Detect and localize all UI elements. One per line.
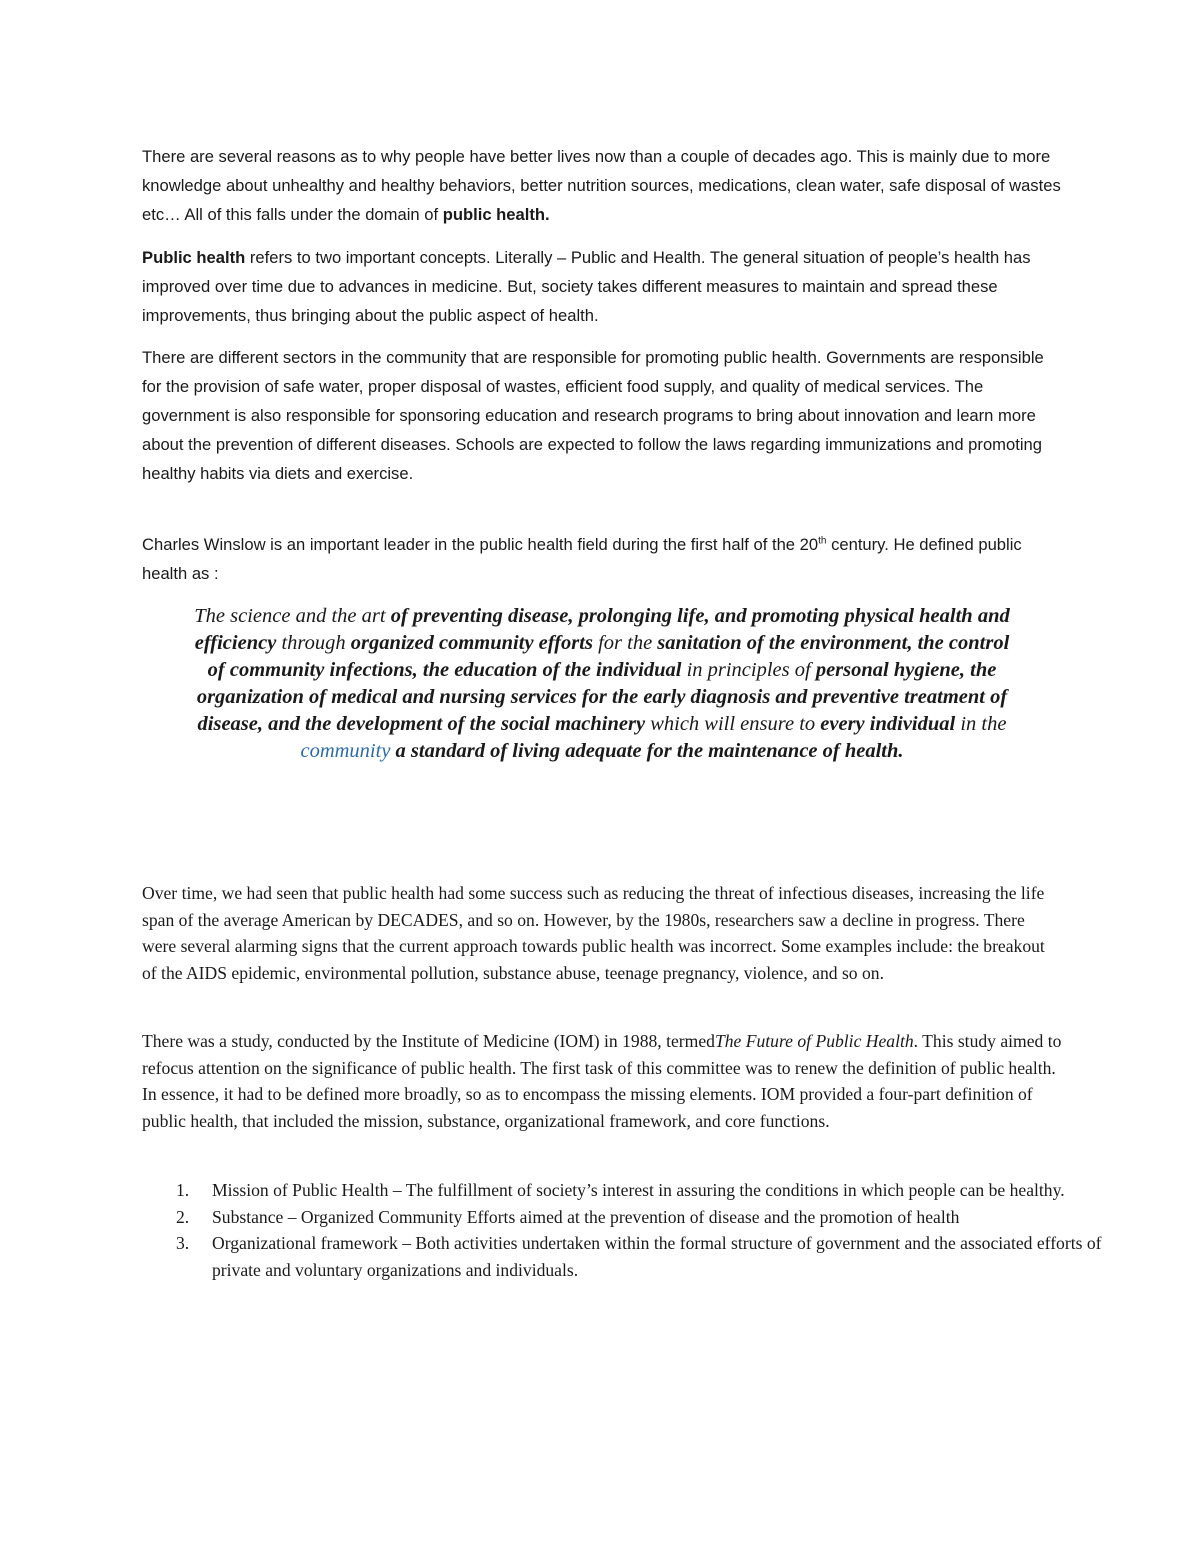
winslow-definition-quote: [192, 603, 1012, 765]
intro-bold-term: public health.: [442, 205, 550, 224]
quote-seg-6: in the: [955, 713, 1007, 735]
public-health-paragraph: [142, 243, 1062, 330]
quote-seg-5: which will ensure to: [645, 713, 821, 735]
winslow-paragraph: [142, 530, 1062, 588]
intro-paragraph: [142, 142, 1062, 229]
list-item-number: 2.: [176, 1206, 190, 1227]
quote-seg-2: through: [276, 632, 351, 654]
winslow-superscript: th: [818, 535, 827, 547]
list-item: [176, 1204, 1132, 1231]
public-health-bold-term: Public health: [142, 248, 246, 267]
iom-definition-list: [142, 1177, 1132, 1283]
quote-bold-3: sanitation of the environment, the control of community infections, the education of the individual: [207, 632, 1010, 681]
winslow-text-after: century. He defined public health as :: [142, 535, 1022, 583]
iom-study-paragraph: [142, 1028, 1062, 1134]
list-item-text: Mission of Public Health – The fulfillment of society’s interest in assuring the conditions in which people can be healthy.: [212, 1180, 1065, 1200]
list-item-text: Substance – Organized Community Efforts aimed at the prevention of disease and the promotion of health: [212, 1206, 960, 1227]
list-item: [176, 1177, 1132, 1204]
list-item: [176, 1230, 1132, 1283]
quote-bold-6: a standard of living adequate for the maintenance of health.: [390, 740, 904, 762]
quote-seg-3: for the: [592, 632, 658, 654]
iom-text-after: . This study aimed to refocus attention on the significance of public health. The first task of this committee was to renew the definition of public health. In essence, it had to be defined more broadly, so as to encompass the missing elements. IOM provided a four-part definition of public health, that included the mission, substance, organizational framework, and core functions.: [142, 1031, 1062, 1131]
quote-bold-1: of preventing disease, prolonging life, and promoting physical health and efficiency: [194, 605, 1010, 654]
list-item-text: Organizational framework – Both activities undertaken within the formal structure of government and the associated efforts of private and voluntary organizations and individuals.: [212, 1233, 1102, 1280]
quote-bold-4: personal hygiene, the organization of medical and nursing services for the early diagnosis and preventive treatment of disease, and the development of the social machinery: [196, 659, 1008, 735]
winslow-text-before: Charles Winslow is an important leader in the public health field during the first half of the 20: [142, 535, 819, 554]
quote-bold-5: every individual: [820, 713, 956, 735]
community-link[interactable]: community: [300, 740, 391, 762]
iom-study-title: The Future of Public Health: [714, 1031, 914, 1051]
public-health-text: refers to two important concepts. Literally – Public and Health. The general situation of people’s health has improved over time due to advances in medicine. But, society takes different measures to maintain and spread these improvements, thus bringing about the public aspect of health.: [142, 248, 1031, 325]
intro-text: There are several reasons as to why people have better lives now than a couple of decades ago. This is mainly due to more knowledge about unhealthy and healthy behaviors, better nutrition sources, medications, clean water, safe disposal of wastes etc… All of this falls under the domain of: [142, 147, 1061, 224]
sectors-text: There are different sectors in the community that are responsible for promoting public health. Governments are responsible for the provision of safe water, proper disposal of wastes, efficient food supply, and quality of medical services. The government is also responsible for sponsoring education and research programs to bring about innovation and learn more about the prevention of different diseases. Schools are expected to follow the laws regarding immunizations and promoting healthy habits via diets and exercise.: [142, 348, 1044, 483]
list-item-number: 3.: [176, 1233, 190, 1253]
iom-text-before: There was a study, conducted by the Institute of Medicine (IOM) in 1988, termed: [142, 1031, 715, 1051]
quote-bold-2: organized community efforts: [350, 632, 593, 654]
quote-seg-1: The science and the art: [194, 605, 391, 627]
over-time-paragraph: [142, 880, 1062, 986]
list-item-number: 1.: [176, 1180, 190, 1200]
over-time-text: Over time, we had seen that public health had some success such as reducing the threat of infectious diseases, increasing the life span of the average American by DECADES, and so on. However, by the 1980s, researchers saw a decline in progress. There were several alarming signs that the current approach towards public health was incorrect. Some examples include: the breakout of the AIDS epidemic, environmental pollution, substance abuse, teenage pregnancy, violence, and so on.: [142, 883, 1045, 983]
sectors-paragraph: [142, 343, 1062, 488]
quote-seg-4: in principles of: [681, 659, 816, 681]
